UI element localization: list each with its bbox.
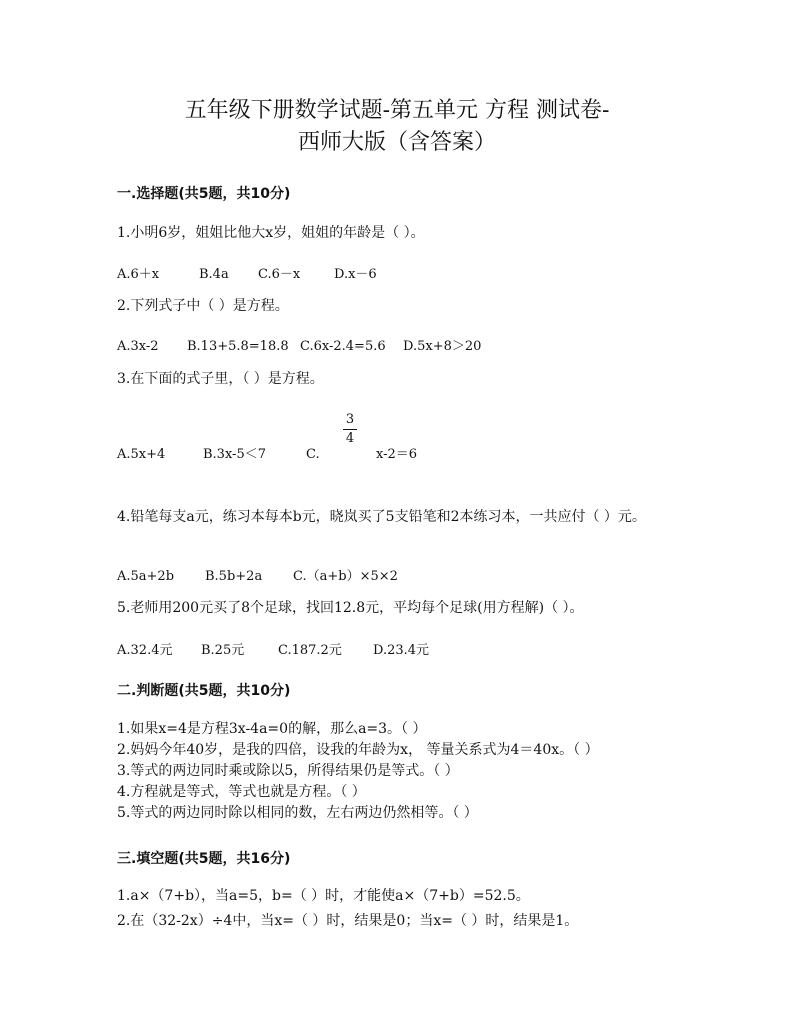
option-a: A.6＋x [117,267,160,282]
option-b: B.25元 [201,643,245,658]
fill-question-2: 2.在（32-2x）÷4中，当x=（ ）时，结果是0；当x=（ ）时，结果是1。 [117,913,579,929]
choice-question-5: 5.老师用200元买了8个足球，找回12.8元，平均每个足球(用方程解)（ ）。 [117,600,584,616]
option-a: A.32.4元 [117,643,173,658]
option-b: B.3x-5＜7 [203,447,266,462]
section-heading-judge: 二.判断题(共5题，共10分) [117,683,291,699]
option-b: B.4a [199,267,229,282]
judge-question-3: 3.等式的两边同时乘或除以5，所得结果仍是等式。（ ） [117,763,459,779]
choice-options-3 [117,443,417,462]
choice-options-1 [117,263,377,282]
option-c-tail: x-2＝6 [376,447,418,462]
choice-question-1: 1.小明6岁，姐姐比他大x岁，姐姐的年龄是（ ）。 [117,225,425,241]
judge-question-1: 1.如果x=4是方程3x-4a=0的解，那么a=3。（ ） [117,721,427,737]
fill-question-1: 1.a×（7+b），当a=5，b=（ ）时，才能使a×（7+b）=52.5。 [117,888,530,904]
option-b: B.13+5.8=18.8 [187,339,289,354]
option-c: C.6－x [258,267,301,282]
section-heading-fill: 三.填空题(共5题，共16分) [117,851,291,867]
page-title-line2: 西师大版（含答案） [297,130,496,155]
judge-question-4: 4.方程就是等式，等式也就是方程。（ ） [117,784,366,800]
choice-options-2 [117,335,481,354]
choice-options-4 [117,565,398,584]
option-a: A.3x-2 [117,339,159,354]
judge-question-2: 2.妈妈今年40岁，是我的四倍，设我的年龄为x， 等量关系式为4＝40x。（ ） [117,742,599,758]
fraction-three-quarters: 3 4 [343,412,357,447]
section-heading-choice: 一.选择题(共5题，共10分) [117,186,291,202]
option-a: A.5x+4 [117,447,166,462]
option-c: C.（a+b）×5×2 [293,569,398,584]
option-a: A.5a+2b [117,569,175,584]
choice-options-5 [117,639,429,658]
judge-question-5: 5.等式的两边同时除以相同的数，左右两边仍然相等。（ ） [117,805,478,821]
option-d: D.5x+8＞20 [403,339,482,354]
page-title-line1: 五年级下册数学试题-第五单元 方程 测试卷- [184,98,610,123]
option-c: C.6x-2.4=5.6 [300,339,386,354]
choice-question-2: 2.下列式子中（ ）是方程。 [117,298,289,314]
option-d: D.x－6 [334,267,377,282]
option-d: D.23.4元 [373,643,430,658]
option-c: C. [306,447,320,462]
choice-question-3: 3.在下面的式子里，（ ）是方程。 [117,371,324,387]
choice-question-4: 4.铅笔每支a元，练习本每本b元，晓岚买了5支铅笔和2本练习本，一共应付（ ）元。 [117,509,646,525]
option-c: C.187.2元 [278,643,342,658]
option-b: B.5b+2a [205,569,263,584]
